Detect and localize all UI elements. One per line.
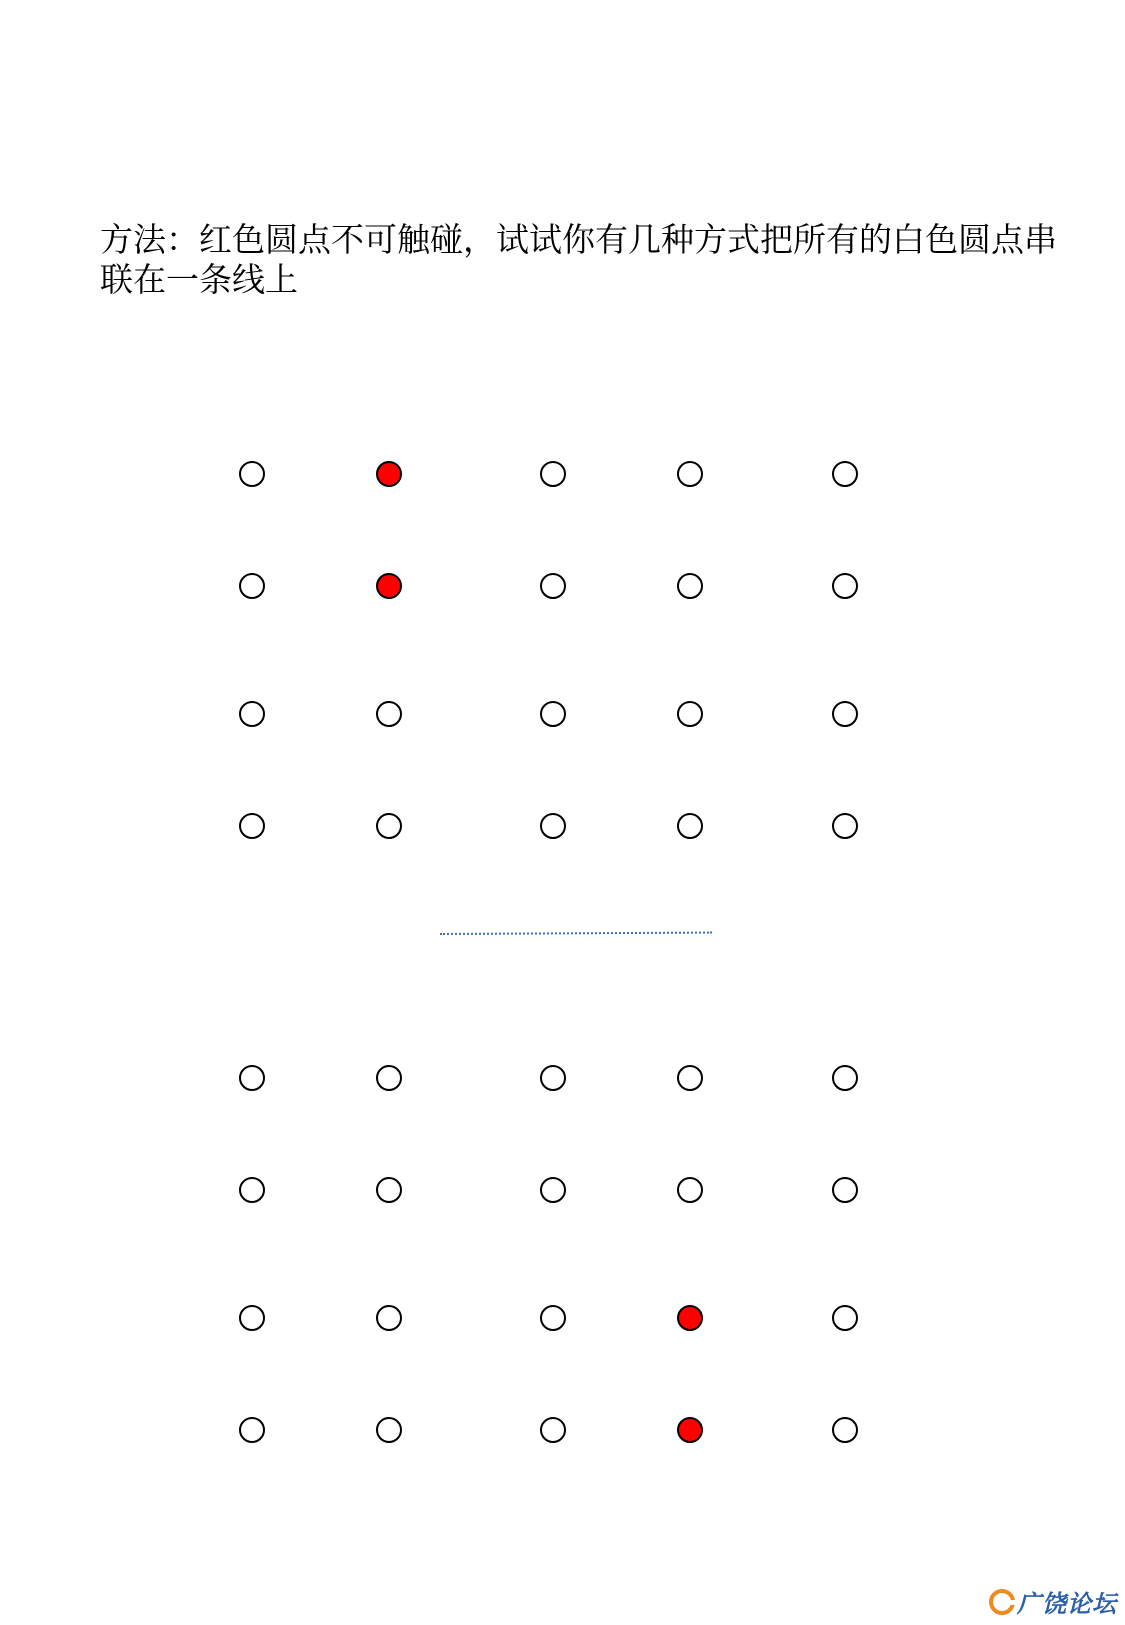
white-dot[interactable] <box>239 1065 265 1091</box>
white-dot[interactable] <box>677 701 703 727</box>
white-dot[interactable] <box>376 813 402 839</box>
white-dot[interactable] <box>832 813 858 839</box>
white-dot[interactable] <box>540 1177 566 1203</box>
white-dot[interactable] <box>239 701 265 727</box>
white-dot[interactable] <box>677 1177 703 1203</box>
white-dot[interactable] <box>540 1417 566 1443</box>
white-dot[interactable] <box>540 813 566 839</box>
white-dot[interactable] <box>376 701 402 727</box>
watermark-text: 广饶论坛 <box>1017 1590 1117 1618</box>
red-dot <box>677 1417 703 1443</box>
white-dot[interactable] <box>376 1417 402 1443</box>
white-dot[interactable] <box>239 461 265 487</box>
white-dot[interactable] <box>677 461 703 487</box>
red-dot <box>376 573 402 599</box>
white-dot[interactable] <box>832 1417 858 1443</box>
white-dot[interactable] <box>832 1177 858 1203</box>
white-dot[interactable] <box>376 1305 402 1331</box>
white-dot[interactable] <box>832 1065 858 1091</box>
white-dot[interactable] <box>832 573 858 599</box>
white-dot[interactable] <box>677 1065 703 1091</box>
white-dot[interactable] <box>540 461 566 487</box>
white-dot[interactable] <box>540 573 566 599</box>
white-dot[interactable] <box>239 813 265 839</box>
white-dot[interactable] <box>239 1305 265 1331</box>
white-dot[interactable] <box>376 1065 402 1091</box>
watermark <box>989 1584 1117 1619</box>
red-dot <box>376 461 402 487</box>
white-dot[interactable] <box>832 701 858 727</box>
white-dot[interactable] <box>376 1177 402 1203</box>
white-dot[interactable] <box>540 1305 566 1331</box>
white-dot[interactable] <box>677 573 703 599</box>
white-dot[interactable] <box>239 1417 265 1443</box>
white-dot[interactable] <box>832 461 858 487</box>
dotted-separator-line <box>440 932 712 935</box>
white-dot[interactable] <box>239 573 265 599</box>
instructions-text: 方法：红色圆点不可触碰，试试你有几种方式把所有的白色圆点串联在一条线上 <box>100 220 1057 299</box>
white-dot[interactable] <box>540 701 566 727</box>
red-dot <box>677 1305 703 1331</box>
orange-g-logo-icon <box>989 1589 1015 1615</box>
white-dot[interactable] <box>832 1305 858 1331</box>
white-dot[interactable] <box>239 1177 265 1203</box>
white-dot[interactable] <box>540 1065 566 1091</box>
white-dot[interactable] <box>677 813 703 839</box>
